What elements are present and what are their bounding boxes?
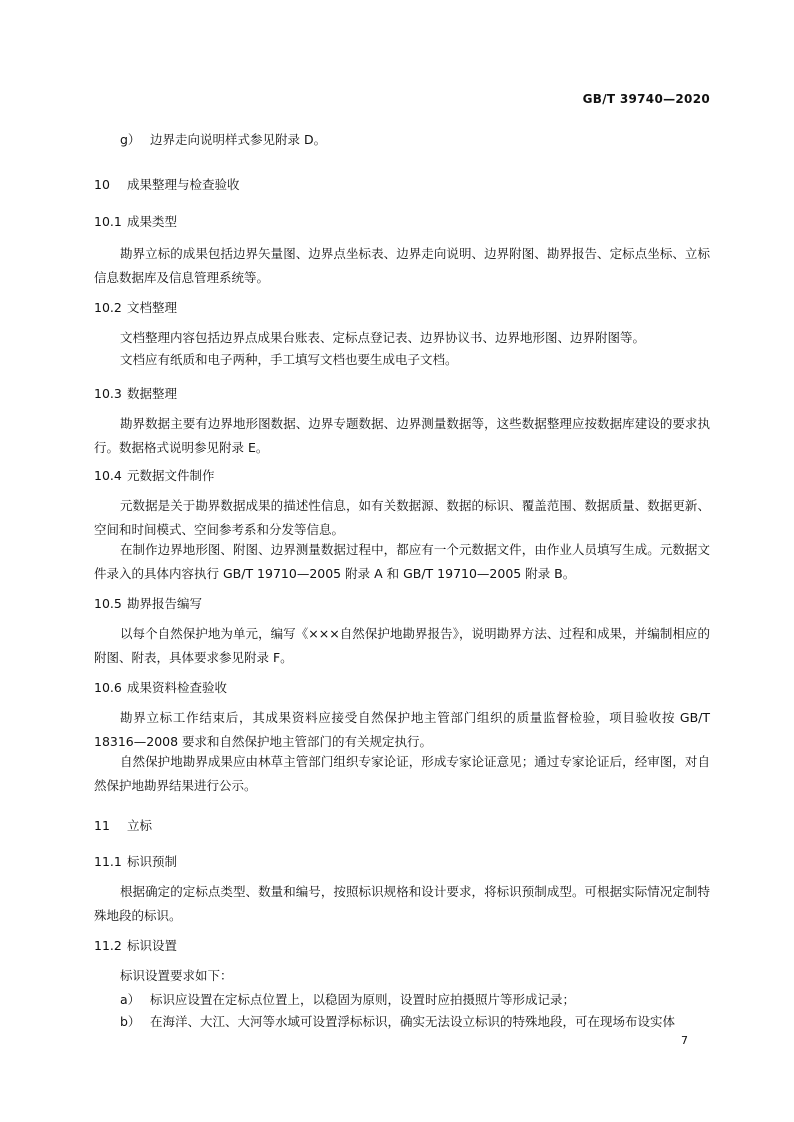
standard-number: GB/T 39740—2020 xyxy=(582,92,710,106)
section-number: 11 xyxy=(94,818,110,833)
paragraph-10-6-b: 自然保护地勘界成果应由林草主管部门组织专家论证，形成专家论证意见；通过专家论证后，经审图，对自然保护地勘界结果进行公示。 xyxy=(94,754,710,793)
section-heading-11-1 xyxy=(94,852,177,870)
section-heading-10-3 xyxy=(94,384,177,402)
list-marker: b） xyxy=(120,1014,141,1029)
section-heading-11 xyxy=(94,816,152,834)
section-title: 元数据文件制作 xyxy=(127,468,215,483)
paragraph-11-2: 标识设置要求如下： xyxy=(120,968,233,983)
page-number: 7 xyxy=(681,1034,688,1047)
paragraph-10-2-a: 文档整理内容包括边界点成果台账表、定标点登记表、边界协议书、边界地形图、边界附图等。 xyxy=(120,330,646,345)
section-heading-11-2 xyxy=(94,936,177,954)
list-text: 标识应设置在定标点位置上，以稳固为原则，设置时应拍摄照片等形成记录； xyxy=(150,992,576,1007)
section-title: 标识设置 xyxy=(127,938,178,953)
section-title: 立标 xyxy=(127,818,153,833)
list-marker: a） xyxy=(120,992,141,1007)
list-text: 边界走向说明样式参见附录 D。 xyxy=(150,132,327,147)
section-number: 10.2 xyxy=(94,300,122,315)
section-number: 10.3 xyxy=(94,386,122,401)
list-item-b xyxy=(120,1012,675,1030)
section-heading-10-5 xyxy=(94,594,202,612)
section-heading-10-6 xyxy=(94,678,227,696)
paragraph-10-6-a: 勘界立标工作结束后，其成果资料应接受自然保护地主管部门组织的质量监督检验，项目验收按 GB/T 18316—2008 要求和自然保护地主管部门的有关规定执行。 xyxy=(94,710,710,749)
section-title: 文档整理 xyxy=(127,300,178,315)
section-number: 10.1 xyxy=(94,214,122,229)
section-number: 11.2 xyxy=(94,938,122,953)
section-title: 数据整理 xyxy=(127,386,178,401)
section-title: 成果类型 xyxy=(127,214,178,229)
section-number: 10.4 xyxy=(94,468,122,483)
paragraph-10-2-b: 文档应有纸质和电子两种，手工填写文档也要生成电子文档。 xyxy=(120,352,458,367)
paragraph-10-3: 勘界数据主要有边界地形图数据、边界专题数据、边界测量数据等，这些数据整理应按数据库建设的要求执行。数据格式说明参见附录 E。 xyxy=(94,416,710,455)
section-number: 10.6 xyxy=(94,680,122,695)
list-marker: g） xyxy=(120,132,141,147)
paragraph-10-5: 以每个自然保护地为单元，编写《×××自然保护地勘界报告》，说明勘界方法、过程和成果，并编制相应的附图、附表，具体要求参见附录 F。 xyxy=(94,626,710,665)
list-item-a xyxy=(120,990,575,1008)
section-heading-10 xyxy=(94,175,240,193)
list-item-g xyxy=(120,130,326,148)
section-title: 成果资料检查验收 xyxy=(127,680,228,695)
section-title: 标识预制 xyxy=(127,854,178,869)
section-heading-10-1 xyxy=(94,212,177,230)
section-title: 勘界报告编写 xyxy=(127,596,203,611)
section-title: 成果整理与检查验收 xyxy=(127,177,240,192)
section-heading-10-2 xyxy=(94,298,177,316)
section-number: 10.5 xyxy=(94,596,122,611)
section-number: 10 xyxy=(94,177,110,192)
section-heading-10-4 xyxy=(94,466,215,484)
section-number: 11.1 xyxy=(94,854,122,869)
paragraph-10-1: 勘界立标的成果包括边界矢量图、边界点坐标表、边界走向说明、边界附图、勘界报告、定标点坐标、立标信息数据库及信息管理系统等。 xyxy=(94,246,710,285)
list-text: 在海洋、大江、大河等水域可设置浮标标识，确实无法设立标识的特殊地段，可在现场布设实体 xyxy=(150,1014,676,1029)
paragraph-10-4-b: 在制作边界地形图、附图、边界测量数据过程中，都应有一个元数据文件，由作业人员填写生成。元数据文件录入的具体内容执行 GB/T 19710—2005 附录 A 和 GB/T 19710—2005 附录 B。 xyxy=(94,542,710,581)
paragraph-10-4-a: 元数据是关于勘界数据成果的描述性信息，如有关数据源、数据的标识、覆盖范围、数据质量、数据更新、空间和时间模式、空间参考系和分发等信息。 xyxy=(94,498,710,537)
paragraph-11-1: 根据确定的定标点类型、数量和编号，按照标识规格和设计要求，将标识预制成型。可根据实际情况定制特殊地段的标识。 xyxy=(94,884,710,923)
